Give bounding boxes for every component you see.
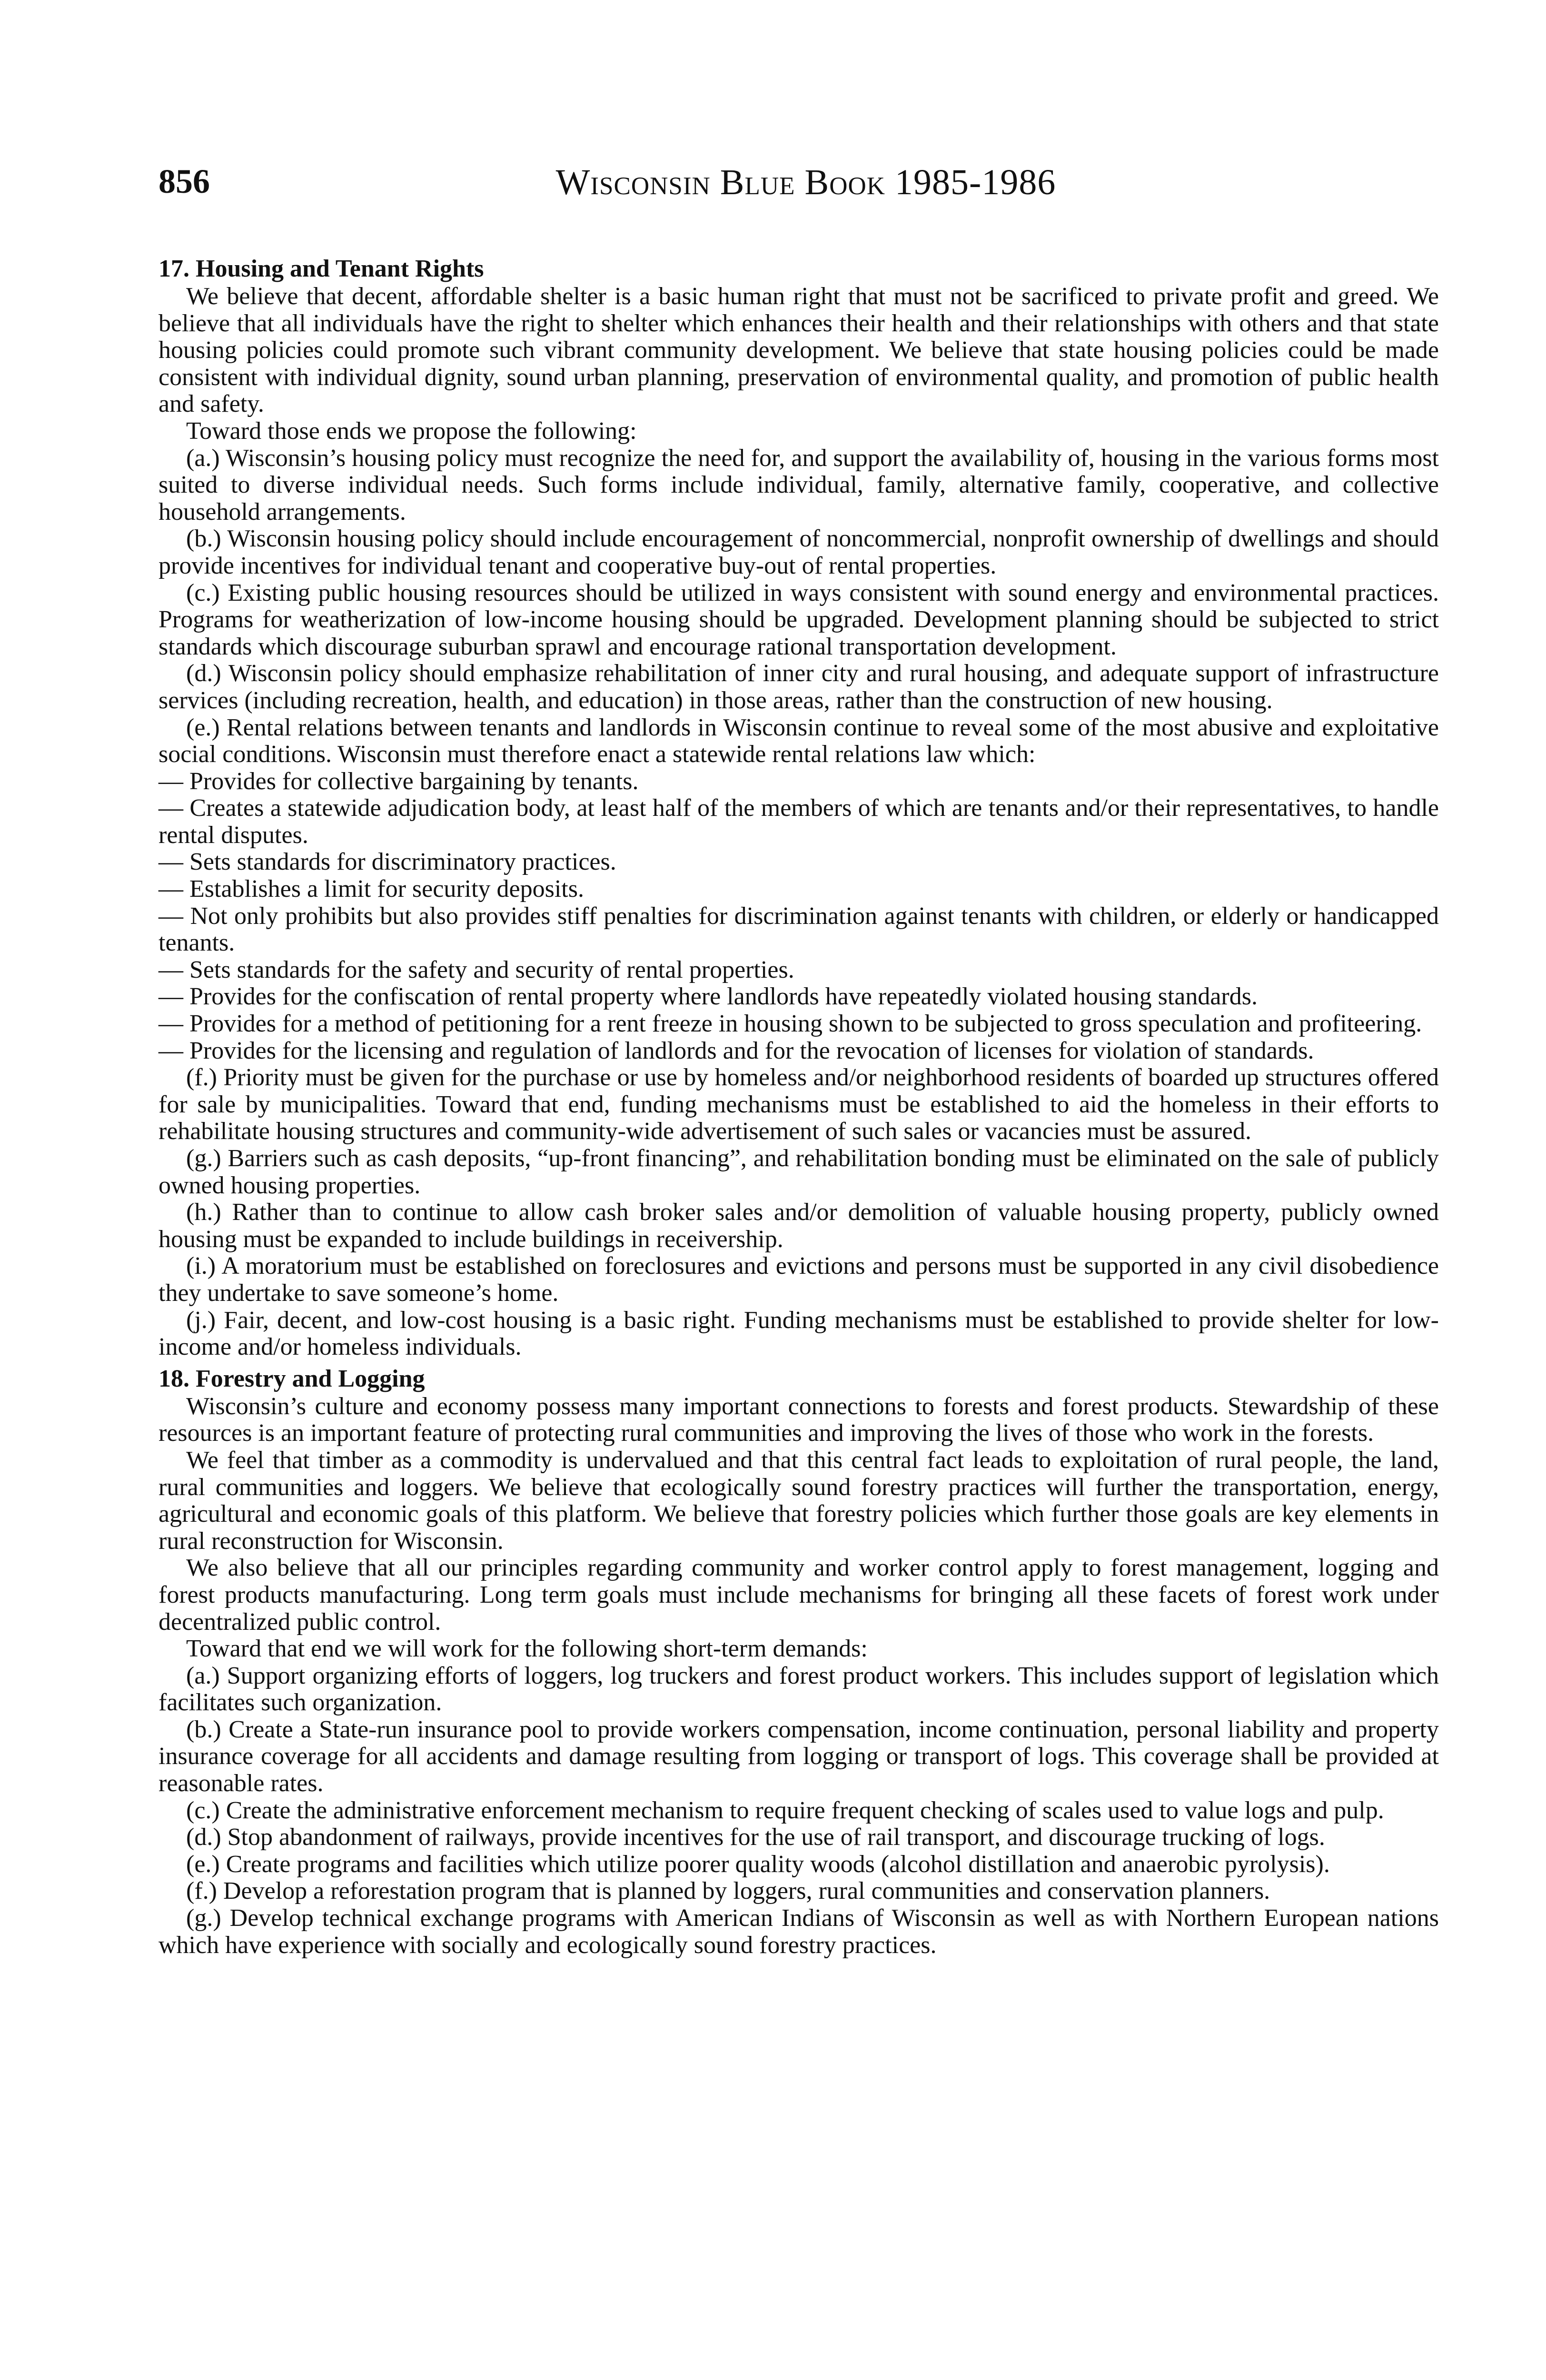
dash-item: — Creates a statewide adjudication body, at least half of the members of which are tenants and/or their representatives, to handle rental disputes. (159, 794, 1439, 849)
dash-item: — Not only prohibits but also provides stiff penalties for discrimination against tenants with children, or elderly or handicapped tenants. (159, 902, 1439, 957)
list-item: (b.) Wisconsin housing policy should include encouragement of noncommercial, nonprofit ownership of dwellings and should provide incentives for individual tenant and cooperative buy-out of rental properties. (159, 525, 1439, 579)
list-item: (g.) Develop technical exchange programs with American Indians of Wisconsin as well as with Northern European nations which have experience with socially and ecologically sound forestry practices. (159, 1904, 1439, 1959)
dash-item: — Provides for the licensing and regulation of landlords and for the revocation of licenses for violation of standards. (159, 1037, 1314, 1064)
list-item: (b.) Create a State-run insurance pool to provide workers compensation, income continuation, personal liability and property insurance coverage for all accidents and damage resulting from logging or transport of logs. This coverage shall be provided at reasonable rates. (159, 1716, 1439, 1797)
dash-item: — Provides for collective bargaining by tenants. (159, 767, 639, 795)
page-header (159, 152, 1453, 219)
page-number: 856 (159, 162, 210, 200)
list-item: (d.) Stop abandonment of railways, provide incentives for the use of rail transport, and discourage trucking of logs. (186, 1824, 1325, 1851)
dash-item: — Establishes a limit for security deposits. (159, 875, 584, 903)
document-body (159, 255, 1439, 1959)
section (159, 1365, 1439, 1959)
section-spacer (159, 1361, 1439, 1365)
list-item: (c.) Existing public housing resources should be utilized in ways consistent with sound energy and environmental practices. Programs for weatherization of low-income housing should be upgraded. Development planning should be subjected to strict standards which discourage suburban sprawl and encourage rational transportation development. (159, 579, 1439, 660)
dash-item: — Sets standards for the safety and security of rental properties. (159, 956, 794, 983)
paragraph: We believe that decent, affordable shelter is a basic human right that must not be sacrificed to private profit and greed. We believe that all individuals have the right to shelter which enhances their health and their relationships with others and that state housing policies could promote such vibrant community development. We believe that state housing policies could be made consistent with individual dignity, sound urban planning, preservation of environmental quality, and promotion of public health and safety. (159, 283, 1439, 418)
list-item: (f.) Develop a reforestation program that is planned by loggers, rural communities and conservation planners. (186, 1877, 1270, 1905)
list-item: (d.) Wisconsin policy should emphasize rehabilitation of inner city and rural housing, and adequate support of infrastructure services (including recreation, health, and education) in those areas, rather than the construction of new housing. (159, 660, 1439, 714)
list-item: (f.) Priority must be given for the purchase or use by homeless and/or neighborhood residents of boarded up structures offered for sale by municipalities. Toward that end, funding mechanisms must be established to aid the homeless in their efforts to rehabilitate housing structures and community-wide advertisement of such sales or vacancies must be assured. (159, 1064, 1439, 1145)
section-heading: 17. Housing and Tenant Rights (159, 255, 484, 282)
paragraph: We feel that timber as a commodity is undervalued and that this central fact leads to exploitation of rural people, the land, rural communities and loggers. We believe that ecologically sound forestry practices will further the transportation, energy, agricultural and economic goals of this platform. We believe that forestry policies which further those goals are key elements in rural reconstruction for Wisconsin. (159, 1446, 1439, 1555)
list-item: (g.) Barriers such as cash deposits, “up-front financing”, and rehabilitation bonding must be eliminated on the sale of publicly owned housing properties. (159, 1145, 1439, 1199)
section (159, 255, 1439, 1361)
paragraph: We also believe that all our principles regarding community and worker control apply to forest management, logging and forest products manufacturing. Long term goals must include mechanisms for bringing all these facets of forest work under decentralized public control. (159, 1554, 1439, 1636)
dash-item: — Provides for a method of petitioning for a rent freeze in housing shown to be subjected to gross speculation and profiteering. (159, 1010, 1422, 1038)
list-item: (e.) Rental relations between tenants and landlords in Wisconsin continue to reveal some of the most abusive and exploitative social conditions. Wisconsin must therefore enact a statewide rental relations law which: (159, 714, 1439, 768)
list-item: (j.) Fair, decent, and low-cost housing is a basic right. Funding mechanisms must be established to provide shelter for low-income and/or homeless individuals. (159, 1306, 1439, 1361)
paragraph: Toward that end we will work for the following short-term demands: (186, 1635, 868, 1663)
dash-item: — Provides for the confiscation of rental property where landlords have repeatedly violated housing standards. (159, 983, 1258, 1011)
paragraph: Wisconsin’s culture and economy possess many important connections to forests and forest products. Stewardship of these resources is an important feature of protecting rural communities and improving the lives of those who work in the forests. (159, 1392, 1439, 1447)
list-item: (c.) Create the administrative enforcement mechanism to require frequent checking of scales used to value logs and pulp. (186, 1796, 1384, 1824)
list-item: (i.) A moratorium must be established on foreclosures and evictions and persons must be supported in any civil disobedience they undertake to save someone’s home. (159, 1252, 1439, 1307)
list-item: (e.) Create programs and facilities which utilize poorer quality woods (alcohol distillation and anaerobic pyrolysis). (186, 1850, 1330, 1878)
list-item: (a.) Support organizing efforts of loggers, log truckers and forest product workers. This includes support of legislation which facilitates such organization. (159, 1662, 1439, 1716)
dash-item: — Sets standards for discriminatory practices. (159, 848, 616, 876)
section-heading: 18. Forestry and Logging (159, 1365, 425, 1392)
paragraph: Toward those ends we propose the following: (186, 417, 637, 445)
list-item: (h.) Rather than to continue to allow cash broker sales and/or demolition of valuable housing property, publicly owned housing must be expanded to include buildings in receivership. (159, 1199, 1439, 1253)
running-title: Wisconsin Blue Book 1985-1986 (555, 162, 1056, 202)
list-item: (a.) Wisconsin’s housing policy must recognize the need for, and support the availability of, housing in the various forms most suited to diverse individual needs. Such forms include individual, family, alternative family, cooperative, and collective household arrangements. (159, 444, 1439, 526)
